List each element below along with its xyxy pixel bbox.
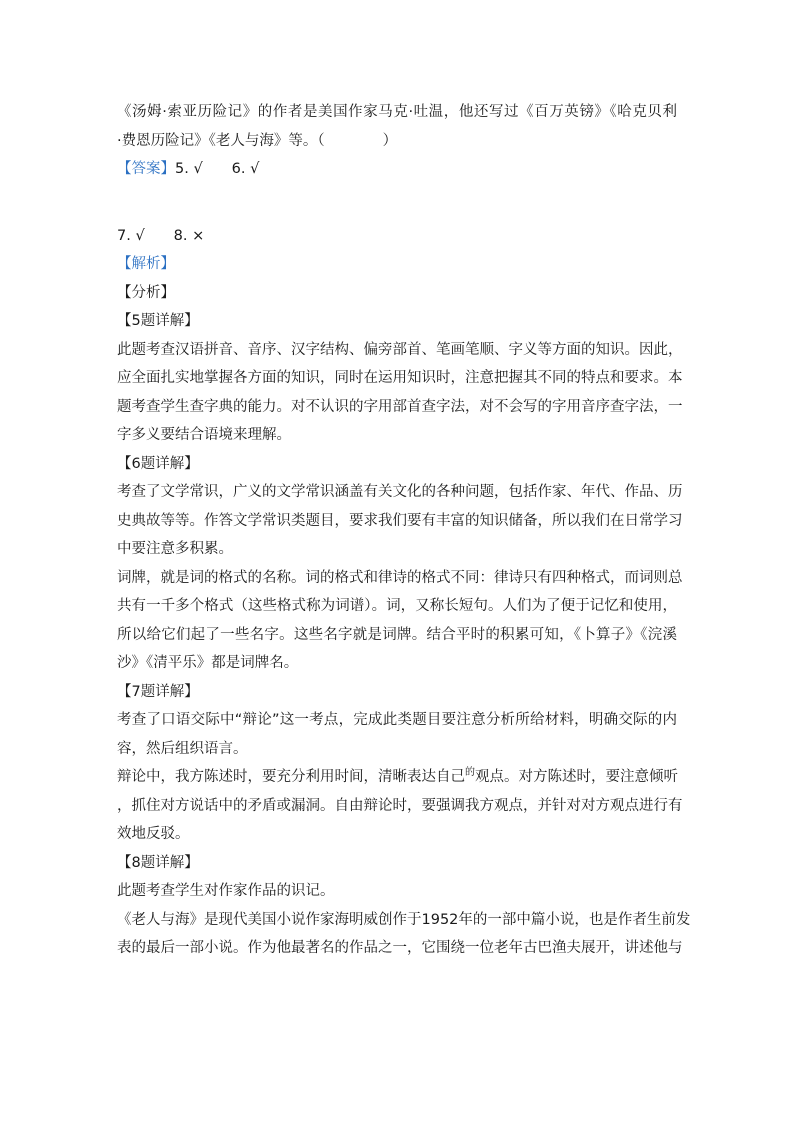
- q7-line-4: ，抓住对方说话中的矛盾或漏洞。自由辩论时，要强调我方观点，并针对对方观点进行有: [117, 797, 683, 814]
- q6-line-3: 中要注意多积累。: [117, 541, 233, 557]
- q5-heading: 【5题详解】: [117, 313, 199, 329]
- q5-line-4: 字多义要结合语境来理解。: [117, 427, 291, 443]
- q6-line-6: 所以给它们起了一些名字。这些名字就是词牌。结合平时的积累可知，《卜算子》《浣溪: [117, 626, 677, 643]
- q5-line-2: 应全面扎实地掌握各方面的知识，同时在运用知识时，注意把握其不同的特点和要求。本: [117, 370, 683, 386]
- answer-row-2: 7. √ 8. ×: [117, 227, 205, 244]
- q7-line-2: 容，然后组织语言。: [117, 740, 248, 757]
- analysis-tag: 【解析】: [117, 256, 175, 272]
- q6-line-2: 史典故等等。作答文学常识类题目，要求我们要有丰富的知识储备，所以我们在日常学习: [117, 512, 683, 529]
- q8-line-2: 《老人与海》是现代美国小说作家海明威创作于1952年的一部中篇小说，也是作者生前发: [117, 911, 691, 928]
- q6-line-5: 共有一千多个格式（这些格式称为词谱）。词，又称长短句。人们为了便于记忆和使用，: [117, 598, 677, 614]
- q7-line-1: 考查了口语交际中“辩论”这一考点，完成此类题目要注意分析所给材料，明确交际的内: [117, 712, 677, 728]
- spacer: [117, 184, 677, 222]
- answer-row-1: [117, 155, 677, 184]
- q5-line-1: 此题考查汉语拼音、音序、汉字结构、偏旁部首、笔画笔顺、字义等方面的知识。因此，: [117, 341, 683, 358]
- q5-line-3: 题考查学生查字典的能力。对不认识的字用部首查字法，对不会写的字用音序查字法，一: [117, 398, 683, 415]
- q6-heading: 【6题详解】: [117, 455, 199, 472]
- q7-line-3-part-b: 观点。对方陈述时，要注意倾听: [475, 769, 678, 785]
- q8-heading: 【8题详解】: [117, 854, 199, 871]
- q8-line-1: 此题考查学生对作家作品的识记。: [117, 883, 335, 899]
- answer-values-5-6: 5. √ 6. √: [175, 161, 260, 177]
- q8-line-3: 表的最后一部小说。作为他最著名的作品之一，它围绕一位老年古巴渔夫展开，讲述他与: [117, 940, 683, 956]
- answer-tag: 【答案】: [117, 161, 175, 177]
- question-8-text-line-1: 《汤姆·索亚历险记》的作者是美国作家马克·吐温，他还写过《百万英镑》《哈克贝利: [117, 104, 677, 120]
- q7-line-3: [117, 763, 677, 792]
- q7-line-3-part-a: 辩论中，我方陈述时，要充分利用时间，清晰表达自己: [117, 769, 465, 785]
- q7-heading: 【7题详解】: [117, 683, 199, 700]
- fenxi-tag: 【分析】: [117, 284, 175, 301]
- question-8-text-line-2: ·费恩历险记》《老人与海》等。（ ）: [117, 132, 398, 149]
- q6-line-7: 沙》《清平乐》都是词牌名。: [117, 655, 299, 671]
- q7-line-5: 效地反驳。: [117, 826, 190, 842]
- document-page: [117, 98, 691, 963]
- q6-line-4: 词牌，就是词的格式的名称。词的格式和律诗的格式不同：律诗只有四种格式，而词则总: [117, 569, 683, 586]
- q7-line-3-superscript: 的: [465, 767, 475, 778]
- q6-line-1: 考查了文学常识，广义的文学常识涵盖有关文化的各种问题，包括作家、年代、作品、历: [117, 484, 683, 500]
